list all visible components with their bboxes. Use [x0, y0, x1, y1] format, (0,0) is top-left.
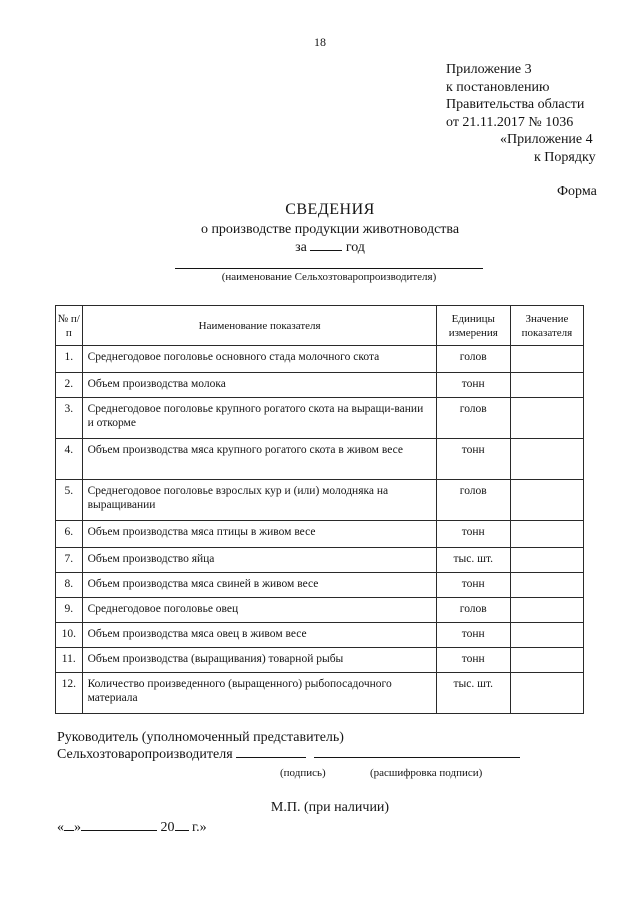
- header-name: Наименование показателя: [82, 306, 436, 346]
- row-num: 8.: [56, 573, 83, 598]
- row-name: Среднегодовое поголовье овец: [82, 598, 436, 623]
- header-num: № п/п: [56, 306, 83, 346]
- appendix-line: Приложение 3: [446, 62, 532, 77]
- row-unit: голов: [436, 346, 510, 373]
- row-value: [510, 346, 583, 373]
- row-name: Объем производства мяса свиней в живом весе: [82, 573, 436, 598]
- row-value: [510, 648, 583, 673]
- row-unit: тыс. шт.: [436, 673, 510, 714]
- row-unit: голов: [436, 398, 510, 439]
- row-value: [510, 573, 583, 598]
- row-name: Объем производства молока: [82, 373, 436, 398]
- row-num: 12.: [56, 673, 83, 714]
- appendix-header: [446, 61, 596, 166]
- row-unit: голов: [436, 598, 510, 623]
- appendix-line: «Приложение 4: [500, 132, 593, 147]
- row-unit: тонн: [436, 648, 510, 673]
- signature-org-label: Сельхозтоваропроизводителя: [57, 747, 233, 762]
- year-suffix: год: [345, 240, 365, 255]
- table-row: [56, 648, 584, 673]
- row-name: Объем производства мяса овец в живом весе: [82, 623, 436, 648]
- date-year-blank: [175, 830, 189, 831]
- row-num: 6.: [56, 521, 83, 548]
- date-open-quote: «: [57, 820, 64, 835]
- row-unit: голов: [436, 480, 510, 521]
- row-value: [510, 598, 583, 623]
- row-unit: тонн: [436, 521, 510, 548]
- date-year-prefix: 20: [160, 820, 175, 835]
- row-num: 5.: [56, 480, 83, 521]
- signature-caption: (подпись): [280, 767, 326, 779]
- table-row: [56, 398, 584, 439]
- row-name: Объем производство яйца: [82, 548, 436, 573]
- row-unit: тонн: [436, 439, 510, 480]
- form-label: Форма: [557, 184, 597, 199]
- appendix-line: к постановлению: [446, 79, 550, 95]
- indicators-table: [55, 305, 584, 714]
- table-row: [56, 439, 584, 480]
- row-value: [510, 623, 583, 648]
- year-blank: [310, 250, 342, 251]
- row-value: [510, 673, 583, 714]
- year-prefix: за: [295, 240, 307, 255]
- table-row: [56, 346, 584, 373]
- row-value: [510, 480, 583, 521]
- row-name: Среднегодовое поголовье основного стада молочного скота: [82, 346, 436, 373]
- row-unit: тонн: [436, 373, 510, 398]
- signature-decode-blank: [314, 757, 520, 758]
- signature-blank: [236, 757, 306, 758]
- table-row: [56, 521, 584, 548]
- row-name: Объем производства (выращивания) товарной рыбы: [82, 648, 436, 673]
- appendix-line: от 21.11.2017 № 1036: [446, 114, 574, 130]
- row-value: [510, 439, 583, 480]
- row-name: Среднегодовое поголовье взрослых кур и (или) молодняка на выращивании: [82, 480, 436, 521]
- table-header-row: [56, 306, 584, 346]
- table-row: [56, 548, 584, 573]
- org-name-caption: (наименование Сельхозтоваропроизводителя): [221, 271, 437, 283]
- row-name: Среднегодовое поголовье крупного рогатого скота на выращи-вании и откорме: [82, 398, 436, 439]
- signature-line-2: [57, 747, 520, 763]
- date-close-quote: »: [74, 820, 81, 835]
- table-row: [56, 480, 584, 521]
- table-row: [56, 573, 584, 598]
- row-value: [510, 521, 583, 548]
- table-row: [56, 623, 584, 648]
- signature-decode-caption: (расшифровка подписи): [370, 767, 483, 779]
- row-num: 2.: [56, 373, 83, 398]
- row-num: 11.: [56, 648, 83, 673]
- row-name: Объем производства мяса крупного рогатого скота в живом весе: [82, 439, 436, 480]
- date-year-suffix: г.»: [192, 820, 207, 835]
- stamp-place: М.П. (при наличии): [270, 800, 390, 815]
- table-row: [56, 673, 584, 714]
- row-unit: тонн: [436, 573, 510, 598]
- row-unit: тонн: [436, 623, 510, 648]
- row-num: 3.: [56, 398, 83, 439]
- row-name: Количество произведенного (выращенного) рыбопосадочного материала: [82, 673, 436, 714]
- row-unit: тыс. шт.: [436, 548, 510, 573]
- row-num: 10.: [56, 623, 83, 648]
- row-num: 9.: [56, 598, 83, 623]
- appendix-line: к Порядку: [534, 149, 596, 165]
- row-num: 4.: [56, 439, 83, 480]
- document-subtitle: о производстве продукции животноводства: [200, 222, 460, 237]
- signature-line-1: Руководитель (уполномоченный представитель): [57, 730, 344, 745]
- row-name: Объем производства мяса птицы в живом весе: [82, 521, 436, 548]
- header-value: Значение показателя: [510, 306, 583, 346]
- row-num: 1.: [56, 346, 83, 373]
- table-row: [56, 373, 584, 398]
- row-value: [510, 548, 583, 573]
- appendix-line: Правительства области: [446, 97, 585, 112]
- date-day-blank: [64, 830, 74, 831]
- page-number: 18: [314, 35, 326, 49]
- date-month-blank: [81, 830, 157, 831]
- org-name-line: [175, 268, 483, 269]
- table-row: [56, 598, 584, 623]
- row-value: [510, 373, 583, 398]
- year-line: [0, 240, 640, 256]
- header-unit: Единицы измерения: [436, 306, 510, 346]
- document-title: СВЕДЕНИЯ: [285, 201, 375, 218]
- row-value: [510, 398, 583, 439]
- date-line: [57, 820, 207, 836]
- row-num: 7.: [56, 548, 83, 573]
